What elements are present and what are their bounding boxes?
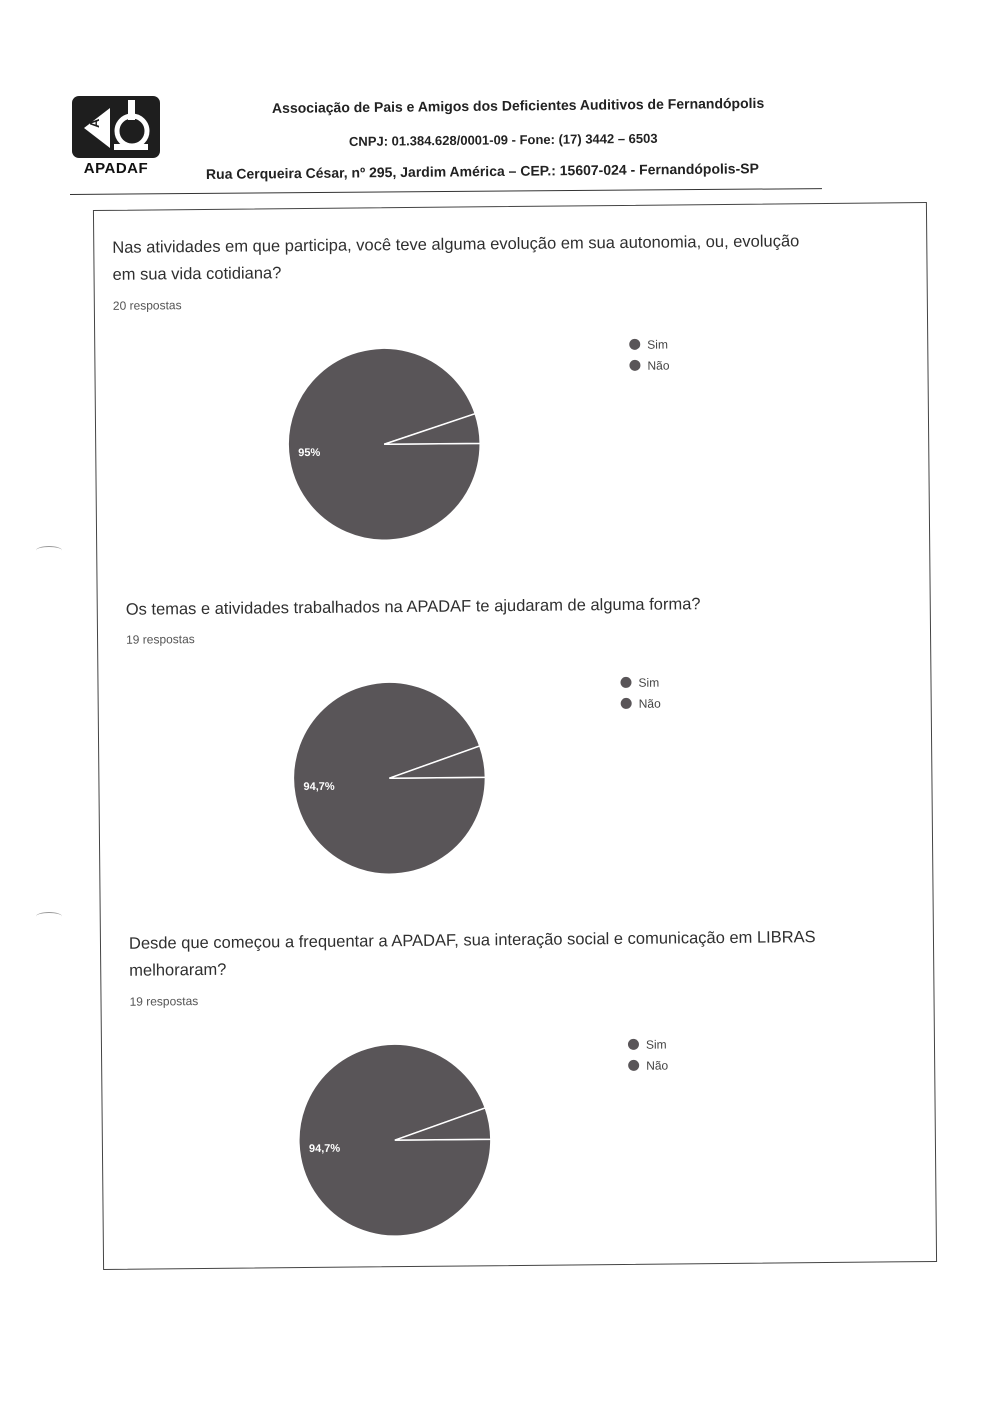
pie-slice-label: 94,7% xyxy=(303,780,335,794)
logo-caption: APADAF xyxy=(83,160,149,177)
question-block-1 xyxy=(94,203,929,551)
legend-dot-icon xyxy=(620,677,631,688)
scan-artifact xyxy=(36,546,62,555)
scan-artifact xyxy=(36,912,62,921)
form-summary-frame xyxy=(93,202,937,1270)
question-block-3 xyxy=(101,909,936,1257)
pie-chart xyxy=(288,679,490,877)
svg-text:A: A xyxy=(87,118,102,128)
legend-item-nao xyxy=(621,693,661,714)
header-divider xyxy=(70,188,822,195)
legend-item-sim xyxy=(620,672,660,693)
legend-dot-icon xyxy=(621,698,632,709)
legend-dot-icon xyxy=(629,339,640,350)
response-count: 19 respostas xyxy=(125,632,195,647)
chart-legend xyxy=(629,334,669,376)
legend-label: Não xyxy=(638,696,661,711)
logo-mark xyxy=(70,94,162,160)
chart-legend xyxy=(620,672,660,714)
organization-name: Associação de Pais e Amigos dos Deficientes Auditivos de Fernandópolis xyxy=(271,94,765,116)
question-title: Desde que começou a frequentar a APADAF, sua interação social e comunicação em LIBRAS melhoraram? xyxy=(128,928,816,980)
question-title: Os temas e atividades trabalhados na APADAF te ajudaram de alguma forma? xyxy=(125,595,701,619)
pie-svg xyxy=(283,345,485,543)
response-count: 20 respostas xyxy=(112,298,182,313)
pie-chart xyxy=(283,345,485,543)
apadaf-logo xyxy=(70,94,162,180)
legend-item-sim xyxy=(628,1034,668,1055)
legend-item-sim xyxy=(629,334,669,355)
question-block-2 xyxy=(98,575,933,923)
organization-cnpj-phone: CNPJ: 01.384.628/0001-09 - Fone: (17) 3442 – 6503 xyxy=(348,130,658,149)
legend-label: Sim xyxy=(645,1037,667,1052)
legend-label: Sim xyxy=(638,675,660,690)
chart-legend xyxy=(628,1034,668,1076)
legend-label: Não xyxy=(647,358,670,373)
pie-svg xyxy=(294,1041,496,1239)
pie-svg xyxy=(288,679,490,877)
pie-slice-label: 95% xyxy=(298,446,321,460)
legend-dot-icon xyxy=(628,1039,639,1050)
legend-label: Sim xyxy=(647,337,668,352)
legend-dot-icon xyxy=(629,360,640,371)
legend-item-nao xyxy=(629,355,669,376)
legend-label: Não xyxy=(646,1058,669,1073)
pie-slice-label: 94,7% xyxy=(308,1142,341,1155)
question-title: Nas atividades em que participa, você teve alguma evolução em sua autonomia, ou, evolução em sua vida cotidiana? xyxy=(112,232,800,284)
pie-chart xyxy=(294,1041,496,1239)
legend-item-nao xyxy=(628,1055,668,1076)
organization-address: Rua Cerqueira César, nº 295, Jardim América – CEP.: 15607-024 - Fernandópolis-SP xyxy=(205,160,759,182)
legend-dot-icon xyxy=(628,1060,639,1071)
response-count: 19 respostas xyxy=(129,994,199,1009)
